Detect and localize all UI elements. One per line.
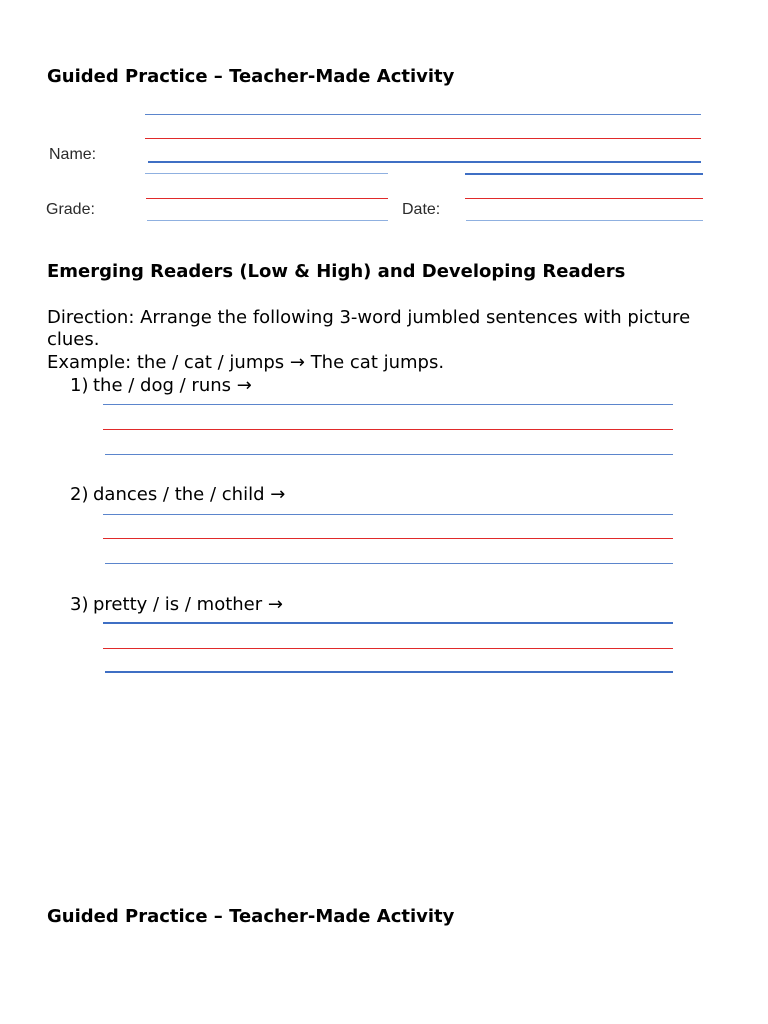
- answer-base-line[interactable]: [105, 671, 673, 673]
- name-label: Name:: [49, 146, 97, 163]
- answer-base-line[interactable]: [105, 454, 673, 455]
- item-prompt: dances / the / child →: [93, 484, 286, 505]
- name-top-line: [145, 114, 701, 115]
- date-top-line: [465, 173, 703, 175]
- answer-mid-line: [103, 538, 673, 539]
- answer-mid-line: [103, 429, 673, 430]
- answer-top-line: [103, 404, 673, 405]
- grade-label: Grade:: [46, 201, 95, 218]
- answer-top-line: [103, 622, 673, 624]
- date-label: Date:: [402, 201, 441, 218]
- answer-top-line: [103, 514, 673, 515]
- page-title: Guided Practice – Teacher-Made Activity: [47, 66, 455, 87]
- name-mid-line: [145, 138, 701, 139]
- item-number: 2): [70, 484, 89, 505]
- answer-base-line[interactable]: [105, 563, 673, 564]
- answer-mid-line: [103, 648, 673, 649]
- page-title-bottom: Guided Practice – Teacher-Made Activity: [47, 906, 455, 927]
- date-base-line[interactable]: [466, 220, 703, 221]
- grade-base-line[interactable]: [147, 220, 388, 221]
- item-prompt: pretty / is / mother →: [93, 594, 283, 615]
- grade-top-line: [145, 173, 388, 174]
- item-number: 1): [70, 375, 89, 396]
- section-heading: Emerging Readers (Low & High) and Developing Readers: [47, 261, 626, 282]
- item-number: 3): [70, 594, 89, 615]
- item-prompt: the / dog / runs →: [93, 375, 252, 396]
- date-mid-line: [465, 198, 703, 199]
- direction-text: Direction: Arrange the following 3-word jumbled sentences with picture clues.: [47, 307, 691, 350]
- grade-mid-line: [146, 198, 388, 199]
- example-text: Example: the / cat / jumps → The cat jumps.: [47, 352, 445, 373]
- name-base-line[interactable]: [148, 161, 701, 163]
